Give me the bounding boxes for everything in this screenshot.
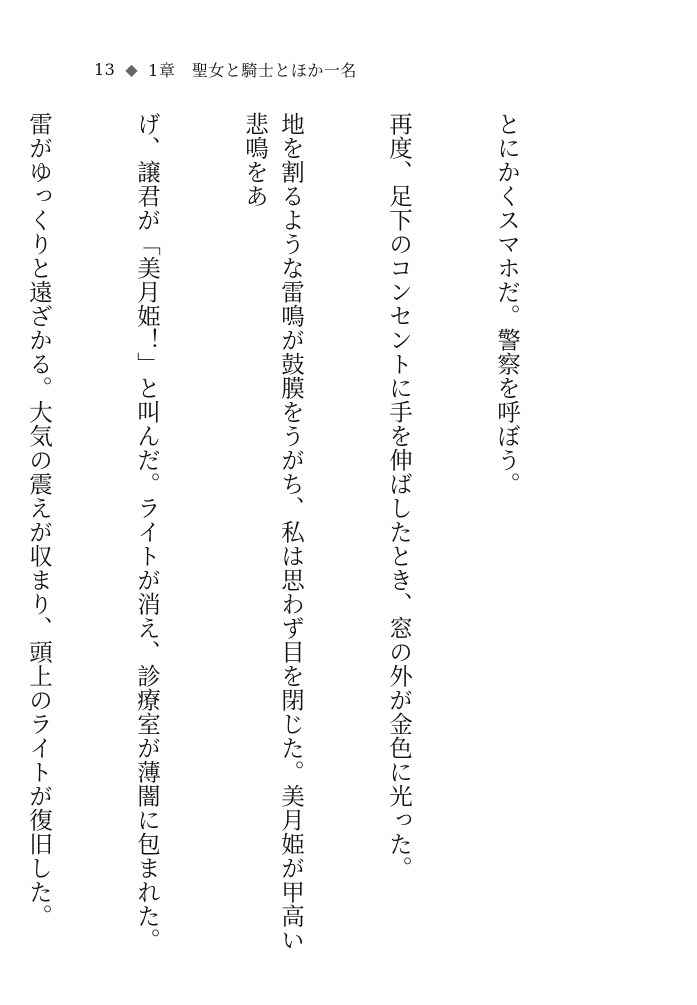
running-header — [94, 58, 357, 81]
text-line: 再度、足下のコンセントに手を伸ばしたとき、窓の外が金色に光った。 — [385, 112, 413, 880]
chapter-title: 1章 聖女と騎士とほか一名 — [148, 61, 357, 80]
vertical-body-text — [25, 112, 597, 972]
text-line: 雷がゆっくりと遠ざかる。大気の震えが収まり、頭上のライトが復旧した。 — [25, 112, 53, 928]
text-line: げ、譲君が「美月姫！」と叫んだ。ライトが消え、診療室が薄闇に包まれた。 — [133, 112, 161, 952]
text-line: 地を割るような雷鳴が鼓膜をうがち、私は思わず目を閉じた。美月姫が甲高い悲鳴をあ — [241, 112, 305, 952]
text-line: とにかくスマホだ。警察を呼ぼう。 — [493, 112, 521, 496]
diamond-icon: ◆ — [125, 60, 139, 79]
page-number: 13 — [94, 60, 116, 79]
